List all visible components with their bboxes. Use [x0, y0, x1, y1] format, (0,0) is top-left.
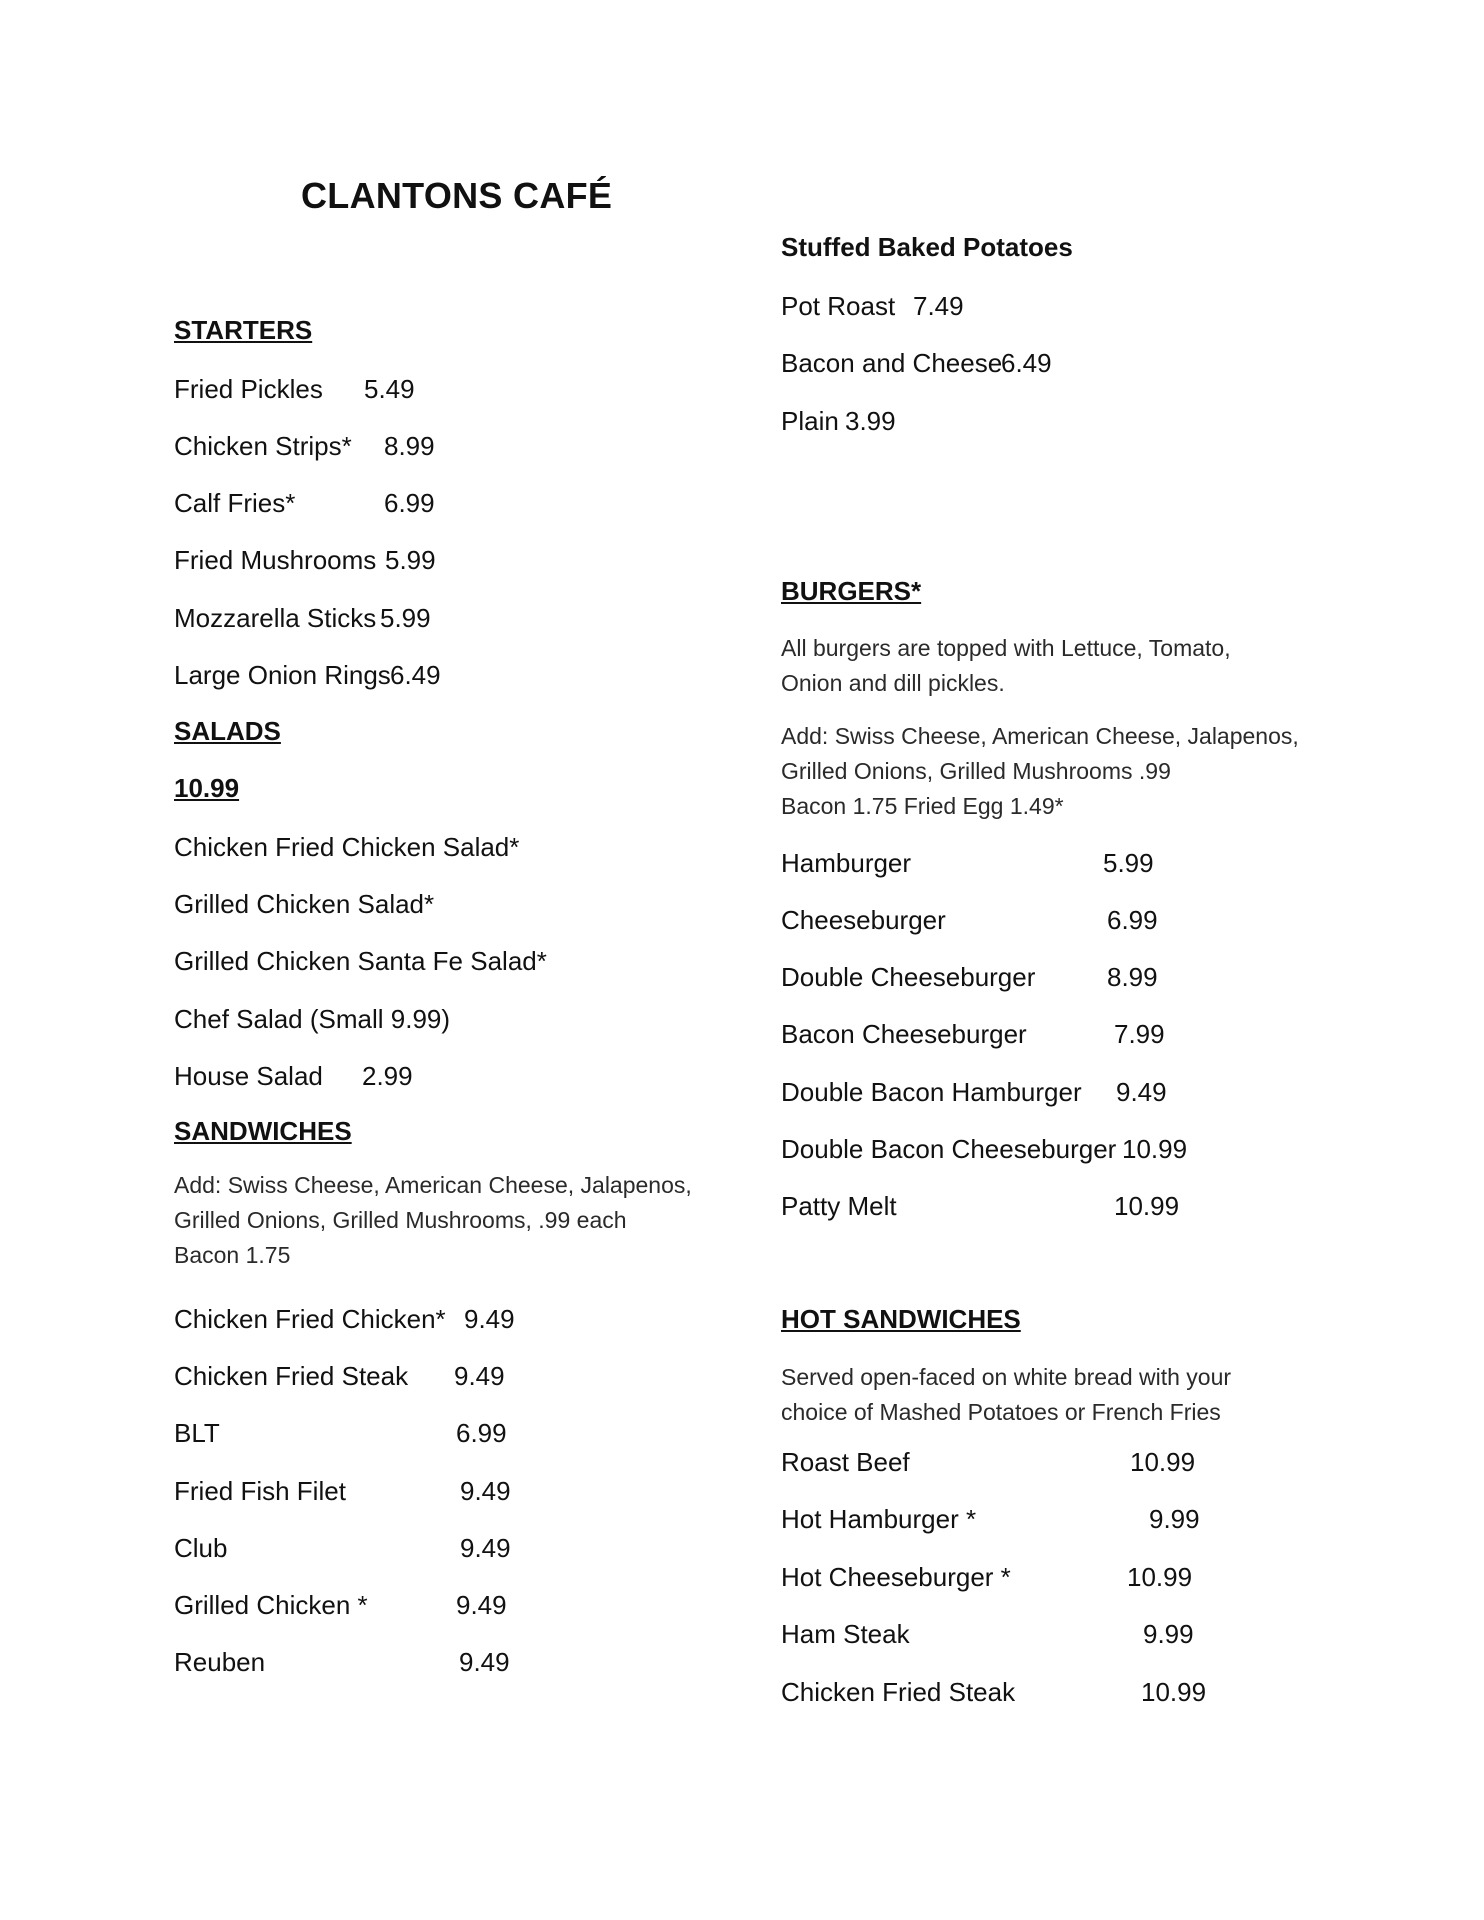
item-price: 10.99	[1141, 1677, 1207, 1707]
potatoes-heading: Stuffed Baked Potatoes	[781, 232, 1073, 262]
item-name: BLT	[174, 1418, 220, 1448]
item-price: 6.49	[390, 660, 441, 690]
item-name: House Salad	[174, 1061, 323, 1091]
note-line: Add: Swiss Cheese, American Cheese, Jalapenos,	[174, 1172, 692, 1198]
item-name: Mozzarella Sticks	[174, 603, 377, 633]
item-price: 8.99	[1107, 962, 1158, 992]
item-name: Calf Fries*	[174, 488, 296, 518]
item-price: 5.99	[1103, 848, 1154, 878]
item-price: 9.99	[1143, 1619, 1194, 1649]
item-name: Hamburger	[781, 848, 912, 878]
item-name: Hot Cheeseburger *	[781, 1562, 1011, 1592]
item-name: Cheeseburger	[781, 905, 946, 935]
item-name: Chicken Fried Steak	[781, 1677, 1016, 1707]
item-price: 10.99	[1127, 1562, 1193, 1592]
item-price: 6.99	[384, 488, 435, 518]
burgers-note-toppings	[781, 631, 1231, 701]
item-price: 6.99	[1107, 905, 1158, 935]
item-price: 9.49	[464, 1304, 515, 1334]
item-name: Patty Melt	[781, 1191, 897, 1221]
note-line: All burgers are topped with Lettuce, Tomato,	[781, 635, 1231, 661]
item-price: 9.49	[460, 1476, 511, 1506]
item-name: Ham Steak	[781, 1619, 910, 1649]
sandwiches-heading: SANDWICHES	[174, 1116, 352, 1146]
item-price: 6.49	[1001, 348, 1052, 378]
item-price: 5.49	[364, 374, 415, 404]
burgers-note-addons	[781, 719, 1299, 824]
item-name: Double Bacon Hamburger	[781, 1077, 1082, 1107]
item-price: 8.99	[384, 431, 435, 461]
item-price: 10.99	[1114, 1191, 1180, 1221]
hot-sandwiches-note	[781, 1360, 1231, 1430]
item-name: Chicken Fried Chicken Salad*	[174, 832, 520, 862]
item-name: Reuben	[174, 1647, 266, 1677]
item-price: 5.99	[380, 603, 431, 633]
item-name: Bacon and Cheese	[781, 348, 1003, 378]
item-price: 10.99	[1122, 1134, 1188, 1164]
item-name: Double Bacon Cheeseburger	[781, 1134, 1117, 1164]
item-name: Chicken Strips*	[174, 431, 352, 461]
item-name: Fried Mushrooms	[174, 545, 377, 575]
note-line: Bacon 1.75	[174, 1242, 291, 1268]
item-name: Grilled Chicken Santa Fe Salad*	[174, 946, 547, 976]
item-name: Grilled Chicken Salad*	[174, 889, 435, 919]
note-line: Grilled Onions, Grilled Mushrooms .99	[781, 758, 1171, 784]
burgers-heading: BURGERS*	[781, 576, 922, 606]
item-name: Large Onion Rings	[174, 660, 391, 690]
item-price: 9.49	[1116, 1077, 1167, 1107]
item-price: 10.99	[1130, 1447, 1196, 1477]
item-price: 3.99	[845, 406, 896, 436]
note-line: Bacon 1.75 Fried Egg 1.49*	[781, 793, 1064, 819]
item-price: 7.49	[913, 291, 964, 321]
note-line: Grilled Onions, Grilled Mushrooms, .99 each	[174, 1207, 627, 1233]
salads-price-heading: 10.99	[174, 773, 240, 803]
item-price: 9.49	[459, 1647, 510, 1677]
item-price: 9.99	[1149, 1504, 1200, 1534]
item-name: Pot Roast	[781, 291, 896, 321]
item-name: Fried Fish Filet	[174, 1476, 346, 1506]
item-name: Fried Pickles	[174, 374, 323, 404]
item-price: 2.99	[362, 1061, 413, 1091]
item-price: 9.49	[454, 1361, 505, 1391]
item-name: Chef Salad (Small 9.99)	[174, 1004, 451, 1034]
item-name: Hot Hamburger *	[781, 1504, 977, 1534]
item-price: 9.49	[456, 1590, 507, 1620]
item-name: Roast Beef	[781, 1447, 910, 1477]
hot-sandwiches-heading: HOT SANDWICHES	[781, 1304, 1021, 1334]
note-line: choice of Mashed Potatoes or French Fries	[781, 1399, 1221, 1425]
note-line: Add: Swiss Cheese, American Cheese, Jalapenos,	[781, 723, 1299, 749]
item-name: Plain	[781, 406, 839, 436]
item-name: Double Cheeseburger	[781, 962, 1036, 992]
item-name: Bacon Cheeseburger	[781, 1019, 1027, 1049]
item-price: 6.99	[456, 1418, 507, 1448]
item-price: 5.99	[385, 545, 436, 575]
note-line: Served open-faced on white bread with your	[781, 1364, 1232, 1390]
item-name: Grilled Chicken *	[174, 1590, 368, 1620]
item-name: Chicken Fried Steak	[174, 1361, 409, 1391]
sandwiches-note	[174, 1168, 692, 1273]
item-price: 9.49	[460, 1533, 511, 1563]
note-line: Onion and dill pickles.	[781, 670, 1005, 696]
starters-heading: STARTERS	[174, 315, 313, 345]
salads-heading: SALADS	[174, 716, 281, 746]
page-title: CLANTONS CAFÉ	[301, 175, 613, 216]
item-name: Club	[174, 1533, 228, 1563]
item-price: 7.99	[1114, 1019, 1165, 1049]
item-name: Chicken Fried Chicken*	[174, 1304, 446, 1334]
